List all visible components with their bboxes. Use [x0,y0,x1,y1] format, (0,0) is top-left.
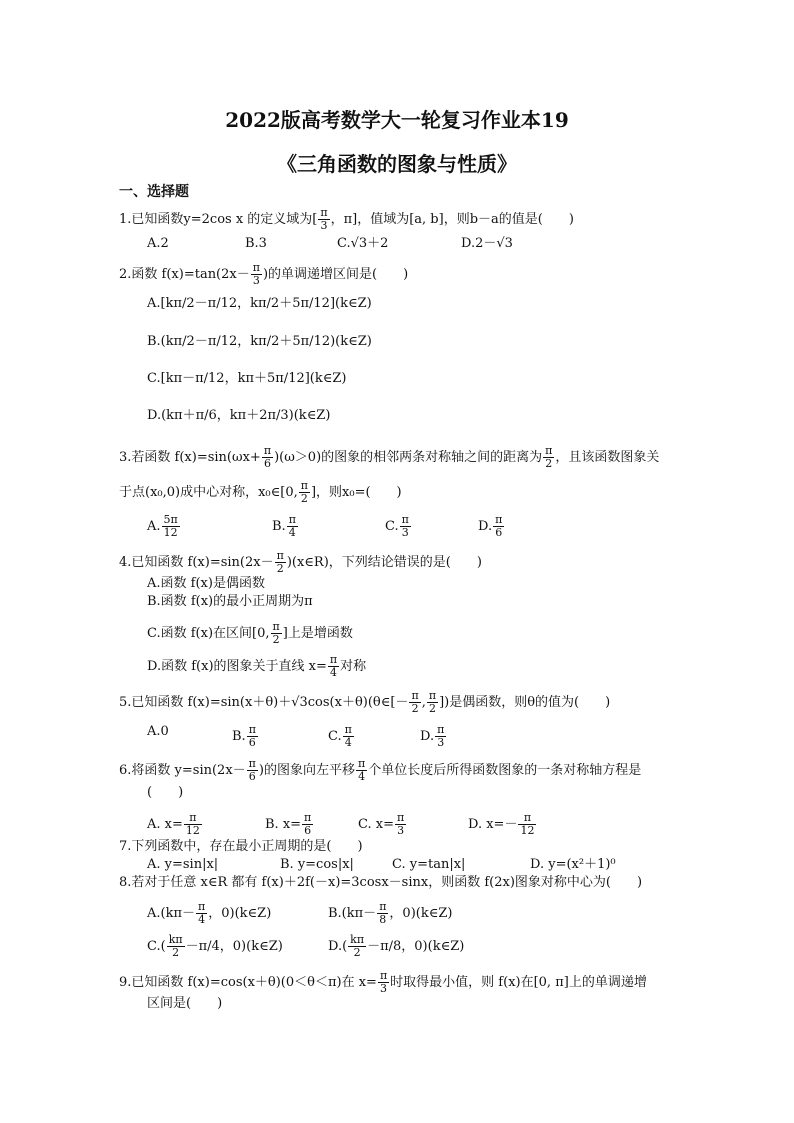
question-7-option-d: D. y=(x²＋1)⁰ [530,857,616,872]
question-1-stem: 1.已知函数y=2cos x 的定义域为[ $\frac{\pi}{3}$ ，π]，值域为[a, b]，则b－a的值是( ) [119,206,574,232]
question-6-option-b: B. x= $\frac{\pi}{6}$ [265,811,312,837]
question-4-option-a: A.函数 f(x)是偶函数 [147,576,265,591]
fraction: $\frac{\pi}{2}$ [276,549,284,575]
section-heading: 一、选择题 [119,184,189,200]
question-4-option-b: B.函数 f(x)的最小正周期为π [147,594,313,609]
question-7-stem: 7.下列函数中，存在最小正周期的是( ) [119,839,363,854]
question-1-option-d: D.2－√3 [461,236,513,251]
question-7-option-b: B. y=cos|x| [280,857,354,872]
fraction: $\frac{\pi}{3}$ [379,969,388,995]
question-6-option-c: C. x= $\frac{\pi}{3}$ [358,811,405,837]
question-2-option-c: C.[kπ－π/12，kπ＋5π/12](k∈Z) [147,371,347,386]
question-1-option-a: A.2 [147,236,169,251]
question-4-stem: 4.已知函数 f(x)=sin(2x－ $\frac{\pi}{2}$ )(x∈R)，下列结论错误的是( ) [119,549,482,575]
question-5-stem: 5.已知函数 f(x)=sin(x＋θ)＋√3cos(x＋θ)(θ∈[－ $\frac{\pi}{2}$ , $\frac{\pi}{2}$ ])是偶函数，则θ的值为( ) [119,689,611,715]
question-1-option-b: B.3 [245,236,267,251]
question-3-option-a: A. $\frac{5\pi}{12}$ [147,513,178,539]
question-2-option-b: B.(kπ/2－π/12，kπ/2＋5π/12)(k∈Z) [147,334,372,349]
question-2-option-a: A.[kπ/2－π/12，kπ/2＋5π/12](k∈Z) [147,296,372,311]
fraction: $\frac{\pi}{2}$ [300,479,308,505]
question-5-option-b: B. $\frac{\pi}{6}$ [232,723,256,749]
question-8-option-c: C.( $\frac{k\pi}{2}$ －π/4，0)(k∈Z) [147,933,283,959]
question-4-option-d: D.函数 f(x)的图象关于直线 x= $\frac{\pi}{4}$ 对称 [147,653,367,679]
fraction: $\frac{\pi}{4}$ [357,757,366,783]
fraction: $\frac{\pi}{3}$ [320,206,328,232]
fraction: $\frac{\pi}{3}$ [252,261,260,287]
question-5-option-c: C. $\frac{\pi}{4}$ [328,723,352,749]
question-3-option-c: C. $\frac{\pi}{3}$ [385,513,409,539]
fraction: $\frac{\pi}{2}$ [428,689,437,715]
question-1-option-c: C.√3＋2 [337,236,389,251]
document-subtitle: 《三角函数的图象与性质》 [277,152,517,176]
question-3-stem-line1: 3.若函数 f(x)=sin(ωx+ $\frac{\pi}{6}$ )(ω＞0)的图象的相邻两条对称轴之间的距离为 $\frac{\pi}{2}$ ，且该函数图象关 [119,444,660,470]
question-8-option-a: A.(kπ－ $\frac{\pi}{4}$ ，0)(k∈Z) [147,900,272,926]
question-9-stem-line1: 9.已知函数 f(x)=cos(x＋θ)(0＜θ＜π)在 x= $\frac{\pi}{3}$ 时取得最小值，则 f(x)在[0, π]上的单调递增 [119,969,647,995]
question-9-stem-line2: 区间是( ) [147,996,223,1011]
question-8-option-b: B.(kπ－ $\frac{\pi}{8}$ ，0)(k∈Z) [328,900,453,926]
question-8-option-d: D.( $\frac{k\pi}{2}$ －π/8，0)(k∈Z) [328,933,465,959]
question-3-option-d: D. $\frac{\pi}{6}$ [478,513,503,539]
question-2-stem: 2.函数 f(x)=tan(2x－ $\frac{\pi}{3}$ )的单调递增区间是( ) [119,261,409,287]
question-8-stem: 8.若对于任意 x∈R 都有 f(x)＋2f(－x)=3cosx－sinx，则函数 f(2x)图象对称中心为( ) [119,875,643,890]
question-5-option-a: A.0 [147,724,169,739]
question-6-stem-line2: ( ) [147,785,184,800]
question-4-option-c: C.函数 f(x)在区间[0, $\frac{\pi}{2}$ ]上是增函数 [147,620,353,646]
question-7-option-c: C. y=tan|x| [392,857,466,872]
fraction: $\frac{\pi}{6}$ [248,757,256,783]
fraction: $\frac{\pi}{6}$ [263,444,272,470]
question-6-option-a: A. x= $\frac{\pi}{12}$ [147,811,200,837]
question-5-option-d: D. $\frac{\pi}{3}$ [420,723,445,749]
question-3-stem-line2: 于点(x₀,0)成中心对称，x₀∈[0, $\frac{\pi}{2}$ ]，则x₀=( ) [119,479,402,505]
question-7-option-a: A. y=sin|x| [147,857,219,872]
question-2-option-d: D.(kπ＋π/6，kπ＋2π/3)(k∈Z) [147,408,331,423]
question-3-option-b: B. $\frac{\pi}{4}$ [272,513,296,539]
question-6-option-d: D. x=－ $\frac{\pi}{12}$ [468,811,535,837]
document-title: 2022版高考数学大一轮复习作业本19 [225,108,569,132]
question-6-stem-line1: 6.将函数 y=sin(2x－ $\frac{\pi}{6}$ )的图象向左平移 $\frac{\pi}{4}$ 个单位长度后所得函数图象的一条对称轴方程是 [119,757,642,783]
fraction: $\frac{\pi}{2}$ [411,689,419,715]
fraction: $\frac{\pi}{2}$ [545,444,553,470]
